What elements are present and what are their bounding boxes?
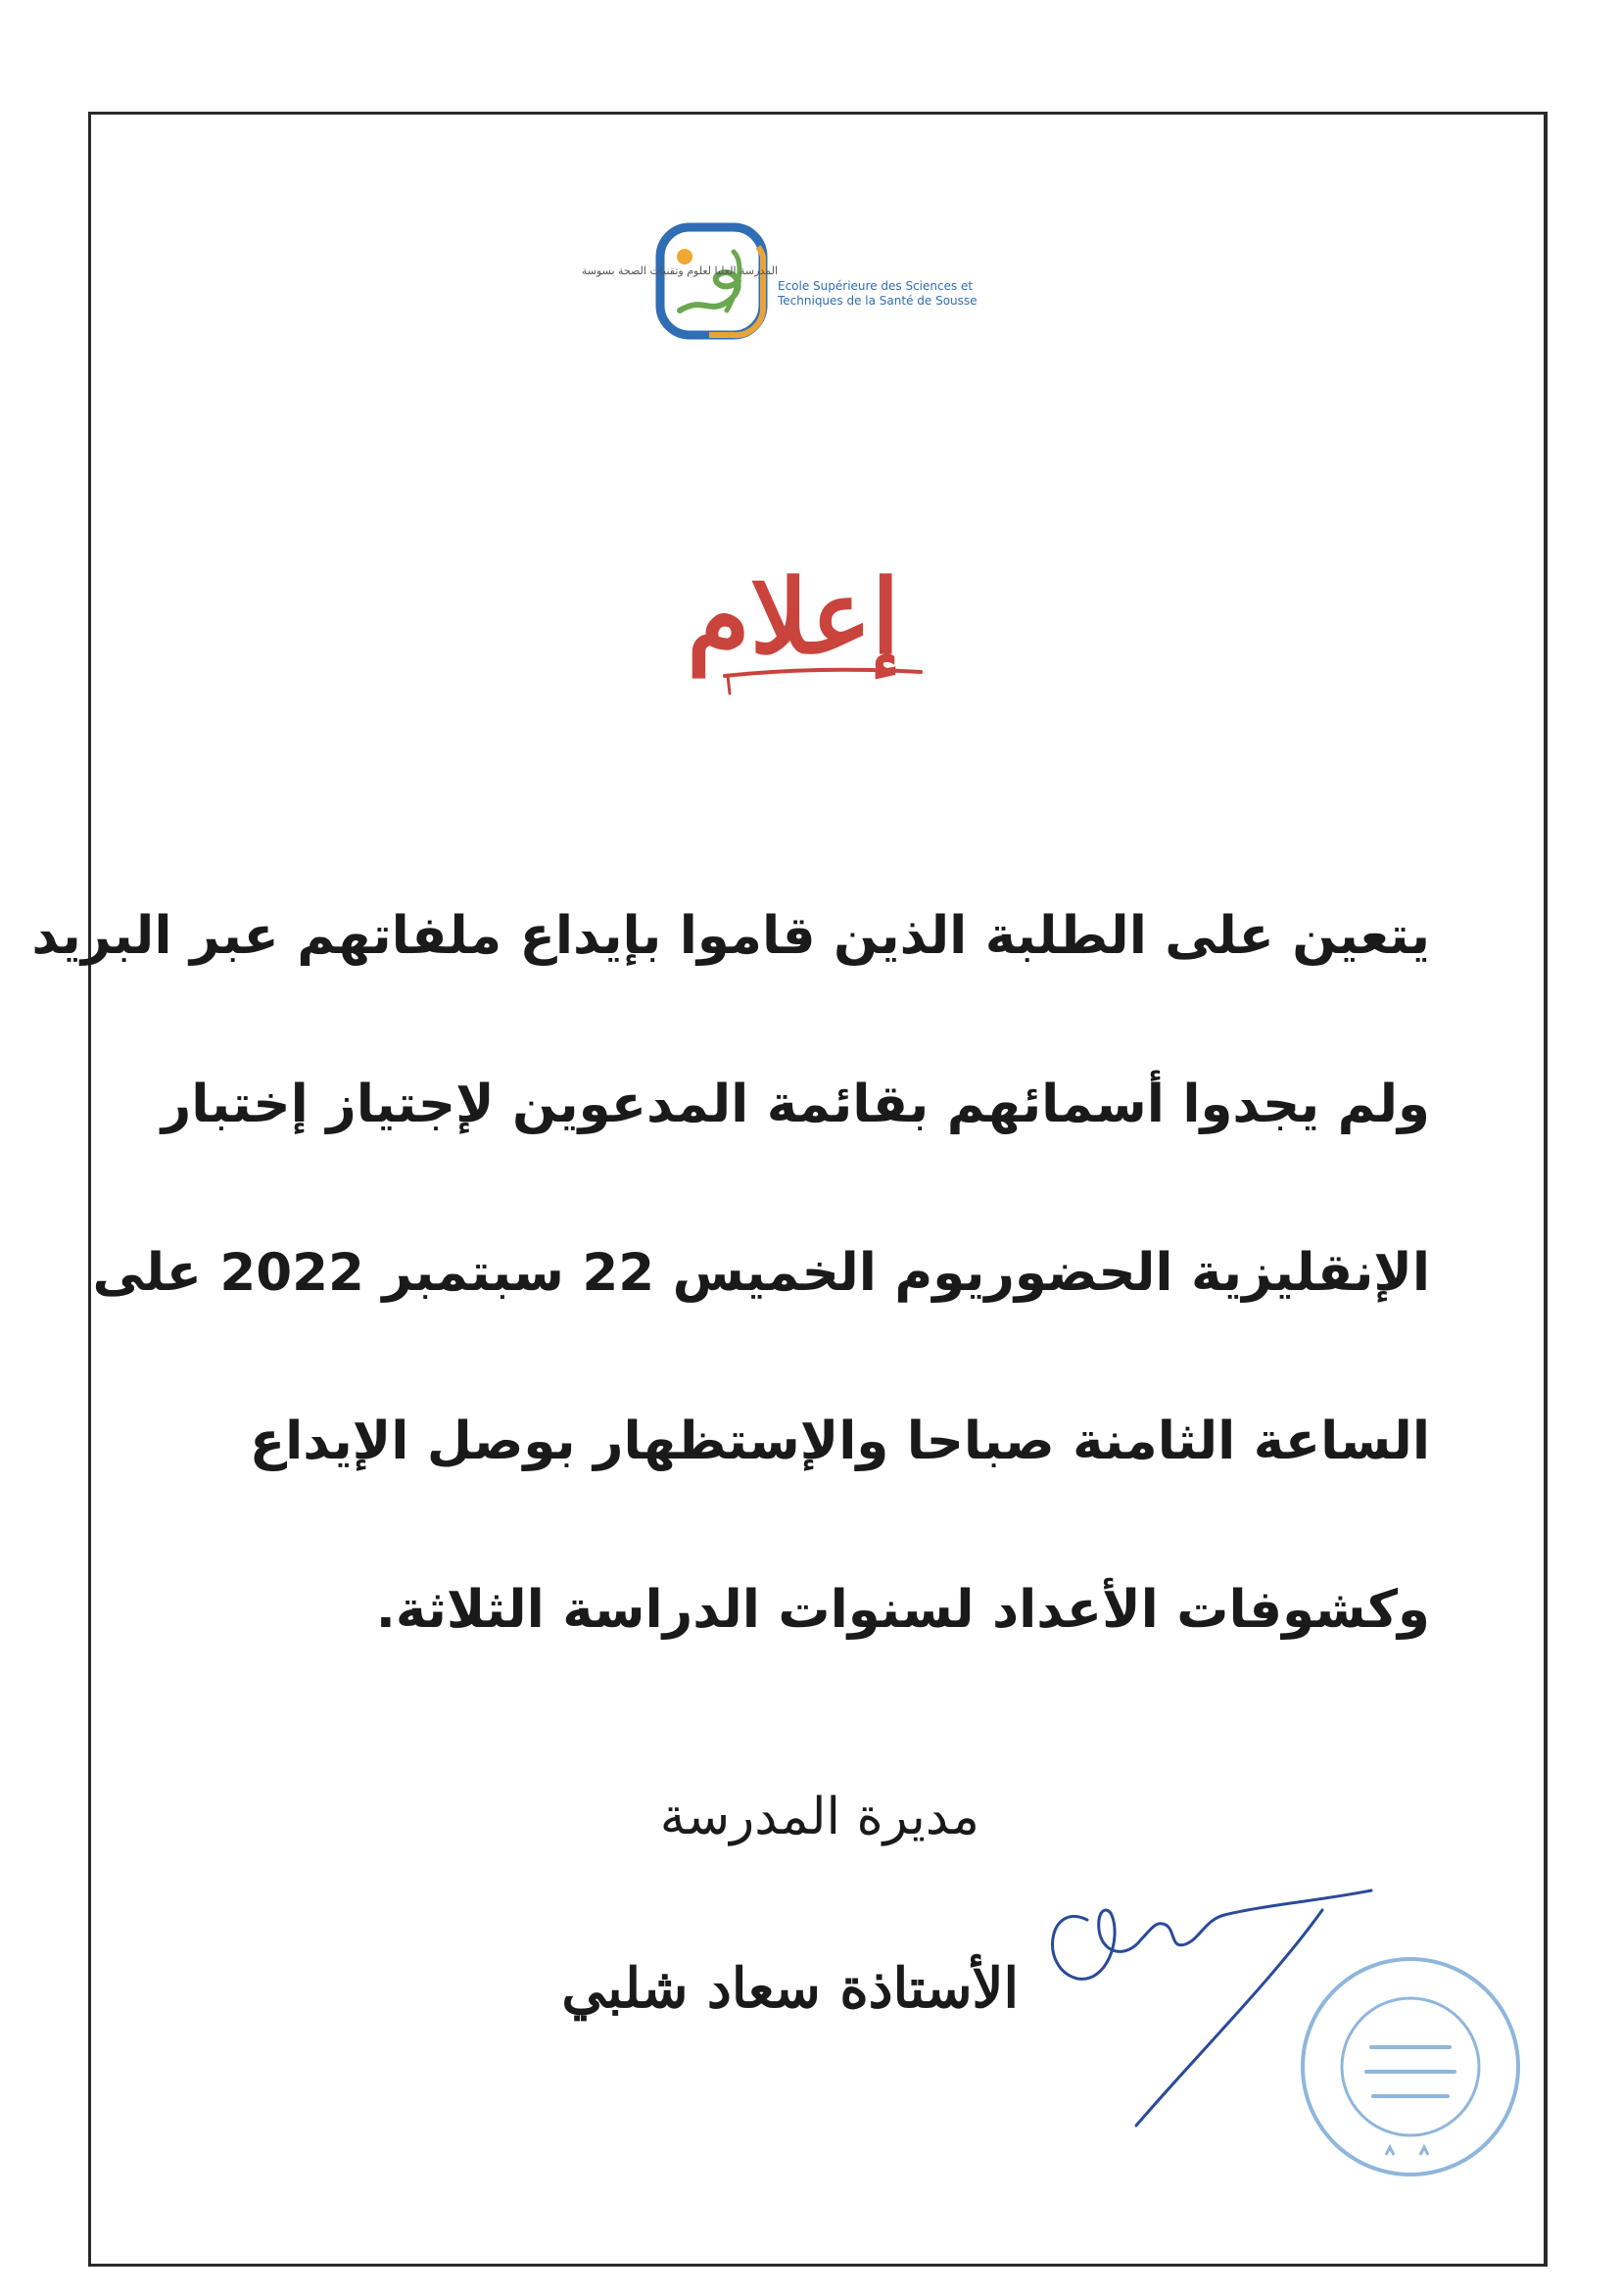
signatory-name: الأستاذة سعاد شلبي bbox=[561, 1956, 1019, 2021]
notice-body bbox=[31, 852, 1430, 1695]
notice-line-1: يتعين على الطلبة الذين قاموا بإيداع ملفاتهم عبر البريد bbox=[31, 906, 1430, 966]
notice-line-5: وكشوفات الأعداد لسنوات الدراسة الثلاثة. bbox=[375, 1580, 1430, 1640]
signatory-role: مديرة المدرسة bbox=[659, 1788, 979, 1846]
notice-title: إعلام bbox=[687, 556, 900, 677]
title-underline bbox=[720, 658, 926, 697]
notice-line-4: الساعة الثامنة صباحا والإستظهار بوصل الإيداع bbox=[249, 1411, 1430, 1471]
official-stamp bbox=[1293, 1949, 1528, 2184]
notice-line-2: ولم يجدوا أسمائهم بقائمة المدعوين لإجتياز إختبار bbox=[161, 1075, 1430, 1134]
logo-text-fr-2: Techniques de la Santé de Sousse bbox=[778, 294, 978, 308]
notice-line-3: الإنقليزية الحضوريوم الخميس 22 سبتمبر 2022 على bbox=[92, 1243, 1430, 1303]
logo-text-fr-1: Ecole Supérieure des Sciences et bbox=[778, 279, 974, 293]
school-logo bbox=[581, 217, 993, 345]
logo-text-ar: المدرسة العليا لعلوم وتقنيات الصحة بسوسة bbox=[581, 264, 778, 277]
